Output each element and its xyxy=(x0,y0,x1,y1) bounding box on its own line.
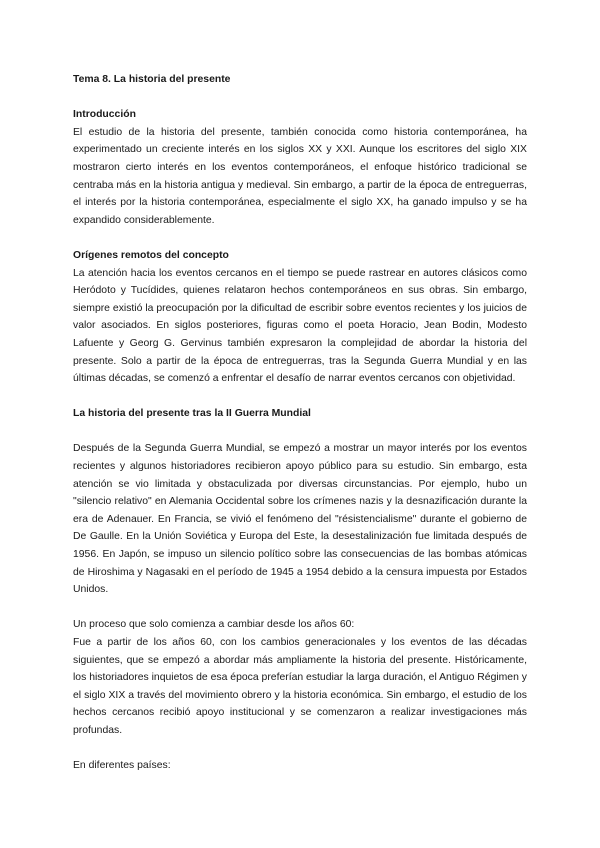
closing-line: En diferentes países: xyxy=(73,760,171,772)
paragraph-spacer xyxy=(73,740,527,758)
paragraph-spacer xyxy=(73,388,527,406)
section-heading-posguerra: La historia del presente tras la II Guerra Mundial xyxy=(73,408,311,420)
paragraph-spacer xyxy=(73,423,527,441)
section-paragraph-introduccion: El estudio de la historia del presente, también conocida como historia contemporánea, ha experimentado un creciente interés en los siglos XX y XXI. Aunque los escritores del siglo XIX mostraron cierto interés en los eventos contemporáneos, el enfoque histórico tradicional se centraba más en la historia antigua y medieval. Sin embargo, a partir de la época de entreguerras, el interés por la historia contemporánea, especialmente el siglo XX, ha ganado impulso y se ha expandido considerablemente. xyxy=(73,126,527,226)
section-heading-introduccion: Introducción xyxy=(73,109,136,121)
document-content xyxy=(73,71,527,775)
paragraph-spacer xyxy=(73,229,527,247)
section-paragraph-anos-60: Fue a partir de los años 60, con los cambios generacionales y los eventos de las décadas siguientes, que se empezó a abordar más ampliamente la historia del presente. Históricamente, los historiadores inquietos de esa época preferían estudiar la larga duración, el Antiguo Régimen y el siglo XIX a través del movimiento obrero y la historia económica. Sin embargo, el estudio de los hechos cercanos recibió apoyo institucional y se comenzaron a realizar investigaciones más profundas. xyxy=(73,637,527,736)
paragraph-spacer xyxy=(73,599,527,617)
section-heading-origenes: Orígenes remotos del concepto xyxy=(73,249,229,261)
document-title: Tema 8. La historia del presente xyxy=(73,74,231,85)
section-paragraph-origenes: La atención hacia los eventos cercanos en el tiempo se puede rastrear en autores clásicos como Heródoto y Tucídides, quienes relataron hechos contemporáneos en sus obras. Sin embargo, siempre existió la preocupación por la dificultad de escribir sobre eventos recientes y los juicios de valor asociados. En siglos posteriores, figuras como el poeta Horacio, Jean Bodin, Modesto Lafuente y Georg G. Gervinus también expresaron la complejidad de abordar la historia del presente. Solo a partir de la época de entreguerras, tras la Segunda Guerra Mundial y en las últimas décadas, se comenzó a enfrentar el desafío de narrar eventos cercanos con objetividad. xyxy=(73,267,527,385)
section-heading-anos-60: Un proceso que solo comienza a cambiar desde los años 60: xyxy=(73,619,355,631)
section-paragraph-posguerra: Después de la Segunda Guerra Mundial, se empezó a mostrar un mayor interés por los eventos recientes y algunos historiadores recibieron apoyo público para su estudio. Sin embargo, esta atención se vio limitada y obstaculizada por diversas circunstancias. Por ejemplo, hubo un "silencio relativo" en Alemania Occidental sobre los crímenes nazis y la desnazificación durante la era de Adenauer. En Francia, se vivió el fenómeno del "résistencialisme" durante el gobierno de De Gaulle. En la Unión Soviética y Europa del Este, la desestalinización fue limitada después de 1956. En Japón, se impuso un silencio político sobre las consecuencias de las bombas atómicas de Hiroshima y Nagasaki en el período de 1945 a 1954 debido a la censura impuesta por Estados Unidos. xyxy=(73,443,527,596)
